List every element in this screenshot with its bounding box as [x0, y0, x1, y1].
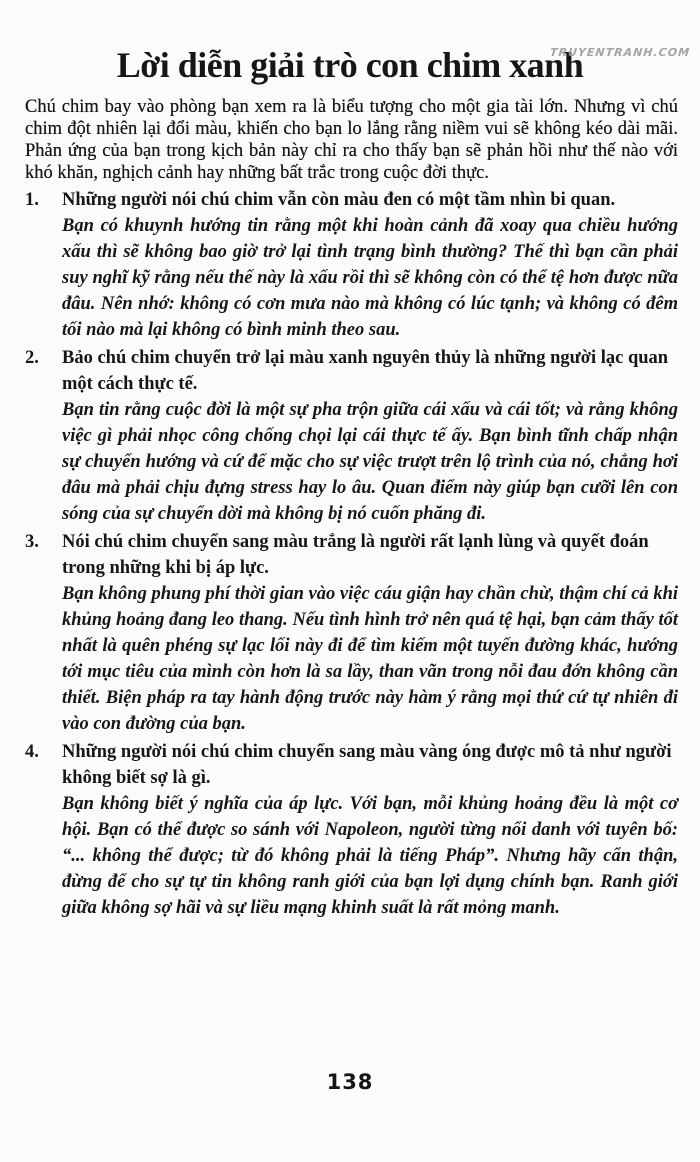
page-title: Lời diễn giải trò con chim xanh [116, 45, 584, 85]
item-heading: Những người nói chú chim vẫn còn màu đen có một tầm nhìn bi quan. [62, 190, 616, 210]
book-page [0, 42, 700, 1162]
item-number: 2. [25, 348, 39, 368]
item-number: 3. [25, 532, 39, 552]
intro-paragraph: Chú chim bay vào phòng bạn xem ra là biểu tượng cho một gia tài lớn. Nhưng vì chú chim đột nhiên lại đổi màu, khiến cho bạn lo lắng rằng niềm vui sẽ không kéo dài mãi. Phản ứng của bạn trong kịch bản này chỉ ra cho thấy bạn sẽ phản hồi như thế nào với khó khăn, nghịch cảnh hay những bất trắc trong cuộc đời thực. [25, 97, 678, 183]
item-content [62, 529, 678, 737]
item-content [62, 187, 678, 343]
item-number: 1. [25, 190, 39, 210]
watermark-text: TRUYENTRANH.COM [549, 46, 691, 59]
item-heading: Bảo chú chim chuyển trở lại màu xanh nguyên thủy là những người lạc quan một cách thực tế. [62, 348, 669, 394]
item-content [62, 739, 678, 921]
item-body: Bạn có khuynh hướng tin rằng một khi hoàn cảnh đã xoay qua chiều hướng xấu thì sẽ không bao giờ trở lại tình trạng bình thường? Thế thì bạn cần phải suy nghĩ kỹ rằng nếu thế này là xấu rồi thì sẽ không còn có thể tệ hơn được nữa đâu. Nên nhớ: không có cơn mưa nào mà không có lúc tạnh; và không có đêm tối nào mà lại không có bình minh theo sau. [62, 216, 678, 340]
interpretation-list [25, 187, 678, 921]
item-number: 4. [25, 742, 39, 762]
list-item [25, 187, 678, 343]
list-item [25, 739, 678, 921]
list-item [25, 529, 678, 737]
list-item [25, 345, 678, 527]
item-body: Bạn tin rằng cuộc đời là một sự pha trộn giữa cái xấu và cái tốt; và rằng không việc gì phải nhọc công chống chọi lại cái thực tế ấy. Bạn bình tĩnh chấp nhận sự chuyển hướng và cứ để mặc cho sự việc trượt trên lộ trình của nó, chẳng hơi đâu mà phải chịu đựng stress hay lo âu. Quan điểm này giúp bạn cưỡi lên con sóng của sự chuyển dời mà không bị nó cuốn phăng đi. [62, 400, 678, 524]
item-heading: Nói chú chim chuyển sang màu trắng là người rất lạnh lùng và quyết đoán trong những khi bị áp lực. [62, 532, 649, 578]
item-content [62, 345, 678, 527]
item-body: Bạn không phung phí thời gian vào việc cáu giận hay chần chừ, thậm chí cả khi khủng hoảng đang leo thang. Nếu tình hình trở nên quá tệ hại, bạn cảm thấy tốt nhất là quên phéng sự lạc lối này đi để tìm kiếm một tuyến đường khác, hướng tới mục tiêu của mình còn hơn là sa lầy, than vãn trong nỗi đau đớn không cần thiết. Biện pháp ra tay hành động trước này hàm ý rằng mọi thứ cứ tự nhiên đi vào con đường của bạn. [62, 584, 678, 734]
page-number: 138 [326, 1070, 374, 1094]
item-body: Bạn không biết ý nghĩa của áp lực. Với bạn, mỗi khủng hoảng đều là một cơ hội. Bạn có thể được so sánh với Napoleon, người từng nổi danh với tuyên bố: “... không thể được; từ đó không phải là tiếng Pháp”. Nhưng hãy cẩn thận, đừng để cho sự tự tin không ranh giới của bạn lợi dụng chính bạn. Ranh giới giữa không sợ hãi và sự liều mạng khinh suất là rất mỏng manh. [62, 794, 678, 918]
item-heading: Những người nói chú chim chuyển sang màu vàng óng được mô tả như người không biết sợ là gì. [62, 742, 672, 788]
